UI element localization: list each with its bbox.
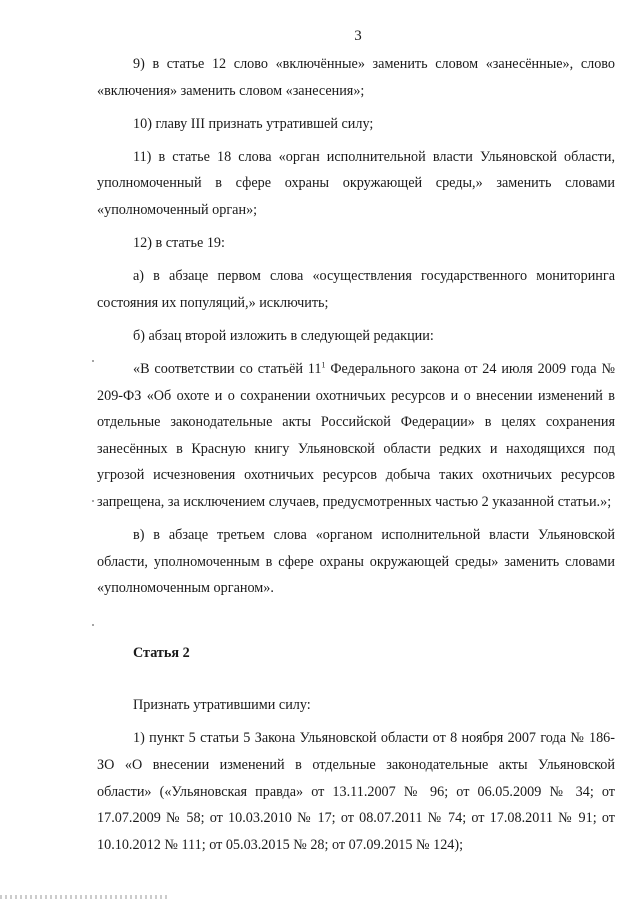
paragraph-subitem-a: а) в абзаце первом слова «осуществления государственного мониторинга состояния их популяций,» исключить;	[97, 268, 615, 311]
page-number: 3	[354, 28, 362, 44]
paragraph-item-10: 10) главу III признать утратившей силу;	[133, 115, 374, 132]
paragraph-item-11: 11) в статье 18 слова «орган исполнительной власти Ульяновской области, уполномоченный в сфере охраны окружающей среды,» заменить словами «уполномоченный орган»;	[97, 148, 615, 218]
paragraph-item-12: 12) в статье 19:	[133, 235, 225, 252]
paragraph-item-9: 9) в статье 12 слово «включённые» заменить словом «занесённые», слово «включения» заменить словом «занесения»;	[97, 56, 615, 99]
quoted-new-text	[97, 356, 615, 516]
document-body	[97, 51, 615, 865]
quote-superscript: 1	[321, 360, 326, 370]
paragraph-subitem-v: в) в абзаце третьем слова «органом исполнительной власти Ульяновской области, уполномоченным в сфере охраны окружающей среды» заменить словами «уполномоченным органом».	[97, 527, 615, 597]
scan-speck	[92, 624, 94, 626]
paragraph-subitem-b: б) абзац второй изложить в следующей редакции:	[133, 327, 434, 344]
quote-part-1: «В соответствии со статьёй 11	[133, 360, 322, 377]
article-intro: Признать утратившими силу:	[133, 697, 311, 714]
scan-speck	[92, 360, 94, 362]
spacer	[97, 666, 615, 692]
article-heading: Статья 2	[133, 644, 190, 661]
article-item-1: 1) пункт 5 статьи 5 Закона Ульяновской области от 8 ноября 2007 года № 186-ЗО «О внесении изменений в отдельные законодательные акты Ульяновской области» («Ульяновская правда» от 13.11.2007 № 96; от 06.05.2009 № 34; от 17.07.2009 № 58; от 10.03.2010 № 17; от 08.07.2011 № 74; от 17.08.2011 № 91; от 10.10.2012 № 111; от 05.03.2015 № 28; от 07.09.2015 № 124);	[97, 730, 615, 853]
scan-footer-mark	[0, 895, 170, 899]
scan-speck	[92, 500, 94, 502]
quote-part-2: Федерального закона от 24 июля 2009 года № 209-ФЗ «Об охоте и о сохранении охотничьих ресурсов и о внесении изменений в отдельные законодательные акты Российской Федерации» в целях сохранения занесённых в Красную книгу Ульяновской области редких и находящихся под угрозой исчезновения охотничьих ресурсов добыча таких охотничьих ресурсов запрещена, за исключением случаев, предусмотренных частью 2 указанной статьи.»;	[97, 360, 615, 510]
